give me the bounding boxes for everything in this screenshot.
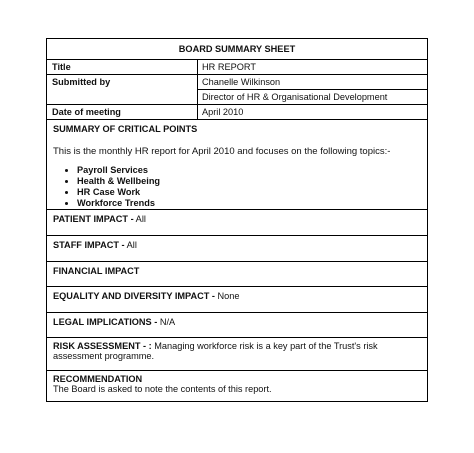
section-label: LEGAL IMPLICATIONS - <box>53 317 158 327</box>
field-value: Director of HR & Organisational Development <box>198 89 427 104</box>
section-label: RISK ASSESSMENT - : <box>53 341 152 351</box>
risk-assessment-section <box>47 337 427 370</box>
field-label: Date of meeting <box>47 105 198 119</box>
section-label: PATIENT IMPACT - <box>53 214 134 224</box>
patient-impact-section <box>47 209 427 235</box>
summary-intro: This is the monthly HR report for April 2010 and focuses on the following topics:- <box>53 146 391 157</box>
recommendation-section <box>47 370 427 401</box>
section-value: All <box>133 214 146 224</box>
field-title <box>47 59 427 74</box>
section-value: N/A <box>157 317 176 327</box>
topic-item: • Health & Wellbeing <box>77 176 421 187</box>
topic-item: • HR Case Work <box>77 187 421 198</box>
board-summary-sheet <box>46 38 428 402</box>
sheet-title: BOARD SUMMARY SHEET <box>178 44 296 54</box>
field-label: Title <box>47 60 198 74</box>
section-value: Managing workforce risk is a key part of the Trust's risk assessment programme. <box>53 341 378 361</box>
section-label: STAFF IMPACT - <box>53 240 125 250</box>
legal-implications-section <box>47 312 427 337</box>
topic-item: • Payroll Services <box>77 165 421 176</box>
financial-impact-section <box>47 261 427 286</box>
section-label: FINANCIAL IMPACT <box>53 266 140 276</box>
summary-heading: SUMMARY OF CRITICAL POINTS <box>53 124 198 134</box>
section-value: None <box>214 291 240 301</box>
field-value: Chanelle Wilkinson <box>202 77 281 87</box>
field-value: April 2010 <box>202 107 244 117</box>
section-label: RECOMMENDATION <box>53 374 143 384</box>
section-value: The Board is asked to note the contents of this report. <box>53 384 272 394</box>
field-date-of-meeting <box>47 104 427 119</box>
field-submitted-by <box>47 74 427 104</box>
section-value: All <box>124 240 137 250</box>
equality-impact-section <box>47 286 427 312</box>
section-label: EQUALITY AND DIVERSITY IMPACT - <box>53 291 215 301</box>
topic-list <box>53 165 421 209</box>
field-value: HR REPORT <box>202 62 256 72</box>
staff-impact-section <box>47 235 427 261</box>
topic-item: • Workforce Trends <box>77 198 421 209</box>
field-label: Submitted by <box>47 75 198 104</box>
summary-section <box>47 119 427 209</box>
